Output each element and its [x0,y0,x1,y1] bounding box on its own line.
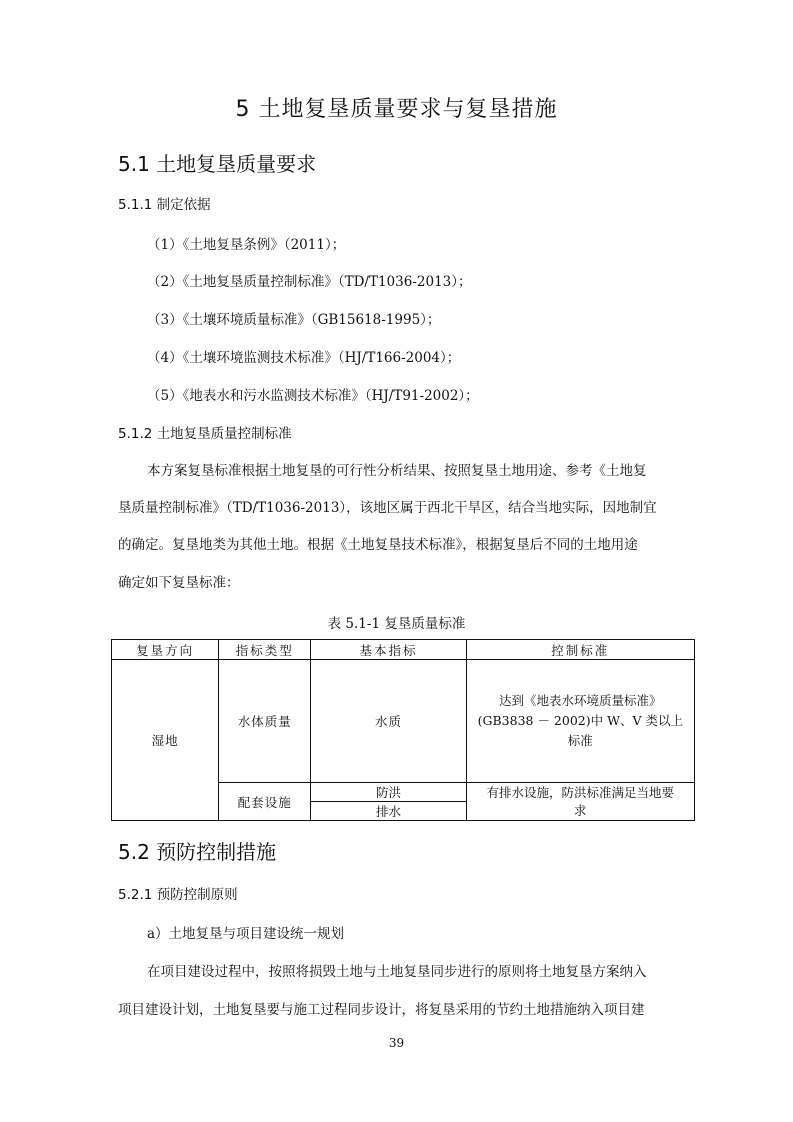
paragraph-line: 的确定。复垦地类为其他土地。根据《土地复垦技术标准》，根据复垦后不同的土地用途 [118,537,638,553]
chapter-title: 5 土地复垦质量要求与复垦措施 [235,97,558,122]
paragraph-line: 项目建设计划，土地复垦要与施工过程同步设计，将复垦采用的节约土地措施纳入项目建 [118,1002,645,1018]
subsection-heading-5-2-1: 5.2.1 预防控制原则 [118,887,238,903]
cell-drain: 排水 [311,802,466,821]
basis-item-4: （4）《土壤环境监测技术标准》（HJ/T166-2004）； [147,350,461,366]
cell-water-type: 水体质量 [219,660,311,783]
header-basic-indicator: 基本指标 [311,640,466,660]
principle-item-a: a）土地复垦与项目建设统一规划 [147,926,345,942]
header-indicator-type: 指标类型 [219,640,311,660]
cell-facility-type: 配套设施 [219,783,311,821]
basis-item-1: （1）《土地复垦条例》（2011）； [147,237,346,253]
subsection-heading-5-1-2: 5.1.2 土地复垦质量控制标准 [118,426,292,442]
basis-item-2: （2）《土地复垦质量控制标准》（TD/T1036-2013）； [147,274,472,290]
section-heading-5-1: 5.1 土地复垦质量要求 [118,152,317,176]
table-row [112,660,695,783]
water-standard-line: (GB3838 － 2002)中 W、V 类以上 [477,713,683,728]
cell-water-indicator: 水质 [311,660,466,783]
paragraph-line: 垦质量控制标准》（TD/T1036-2013），该地区属于西北干旱区，结合当地实际，因地制宜 [118,500,657,516]
cell-water-standard [466,660,694,783]
table-caption: 表 5.1-1 复垦质量标准 [327,616,466,632]
subsection-heading-5-1-1: 5.1.1 制定依据 [118,197,211,213]
header-direction: 复垦方向 [112,640,219,660]
paragraph-line: 在项目建设过程中，按照将损毁土地与土地复垦同步进行的原则将土地复垦方案纳入 [147,964,647,980]
table-header-row [112,640,695,660]
cell-facility-standard [466,783,694,821]
facility-standard-line: 求 [574,802,587,818]
paragraph-line: 确定如下复垦标准： [118,575,240,591]
water-standard-line: 标准 [567,733,593,748]
water-standard-line: 达到《地表水环境质量标准》 [499,693,662,708]
section-heading-5-2: 5.2 预防控制措施 [118,840,277,864]
quality-standard-table [111,639,695,821]
paragraph-line: 本方案复垦标准根据土地复垦的可行性分析结果、按照复垦土地用途、参考《土地复 [147,463,647,479]
cell-flood: 防洪 [311,783,466,802]
cell-direction: 湿地 [112,660,219,821]
basis-item-3: （3）《土壤环境质量标准》（GB15618-1995）； [147,312,441,328]
header-control-standard: 控制标准 [466,640,694,660]
basis-item-5: （5）《地表水和污水监测技术标准》（HJ/T91-2002）； [147,388,479,404]
facility-standard-line: 有排水设施，防洪标准满足当地要 [486,784,675,800]
page-number: 39 [388,1036,405,1050]
